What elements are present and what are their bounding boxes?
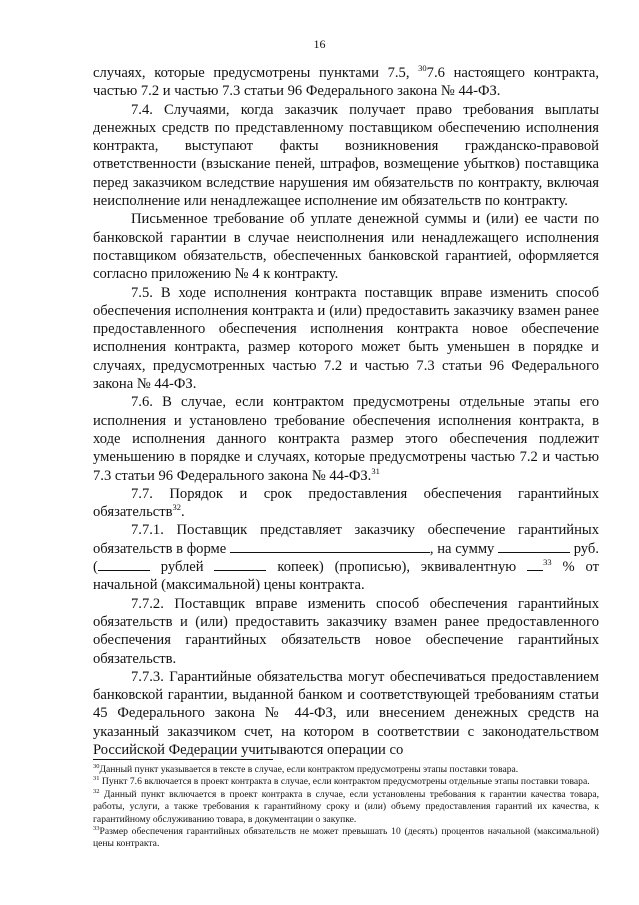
paragraph-text: 7.7.1. Поставщик представляет заказчику обеспечение гарантийных обязательств в форме	[93, 522, 599, 557]
paragraph-text: % от начальной (максимальной) цены контракта.	[93, 559, 599, 594]
footnote-ref-30: 30	[418, 63, 427, 74]
paragraph-7-5: 7.5. В ходе исполнения контракта поставщик вправе изменить способ обеспечения исполнения контракта и (или) предоставить заказчику взамен ранее предоставленного обеспечения исполнения контракта новое обеспечение исполнения контракта, размер которого может быть уменьшен в порядке и случаях, предусмотренных частью 7.2 и частью 7.3 статьи 96 Федерального закона № 44-ФЗ.	[93, 284, 599, 393]
page-number: 16	[313, 37, 326, 51]
rubles-blank-field	[98, 558, 150, 571]
footnote-number: 31	[93, 775, 100, 783]
paragraph-text: рублей	[160, 559, 204, 576]
paragraph-text: случаях, которые предусмотрены пунктами 7.5,	[93, 65, 419, 81]
paragraph-text: .	[180, 504, 185, 521]
paragraph-written-demand: Письменное требование об уплате денежной суммы и (или) ее части по банковской гарантии в случае неисполнения или ненадлежащего исполнения поставщиком обязательств, обеспеченных банковской гарантией, оформляется согласно приложению № 4 к контракту.	[93, 211, 599, 283]
paragraph-text: 7.6 настоящего контракта, частью 7.2 и частью 7.3 статьи 96 Федерального закона № 44-ФЗ.	[93, 65, 599, 100]
amount-blank-field	[498, 540, 570, 553]
paragraph-text: копеек) (прописью), эквивалентную	[277, 559, 517, 576]
form-blank-field	[230, 540, 430, 553]
footnote-number: 30	[93, 762, 100, 770]
footnote-number: 33	[93, 824, 100, 832]
paragraph-text: , на сумму	[429, 540, 495, 557]
footnotes	[93, 764, 599, 851]
paragraph-text: 7.6. В случае, если контрактом предусмотрены отдельные этапы его исполнения и установлено требование обеспечения исполнения контракта, в ходе исполнения данного контракта размер этого обеспечения подлежит уменьшению в порядке и случаях, которые предусмотрены частью 7.2 и частью 7.3 статьи 96 Федерального закона № 44-ФЗ.	[93, 394, 599, 484]
paragraph-7-7-3: 7.7.3. Гарантийные обязательства могут обеспечиваться предоставлением банковской гарантии, выданной банком и соответствующей требованиям статьи 45 Федерального закона № 44-ФЗ, или внесением денежных средств на указанный заказчиком счет, на котором в соответствии с законодательством Российской Федерации учитываются операции со	[93, 668, 599, 758]
footnote-divider	[93, 759, 273, 760]
footnote-33	[93, 826, 599, 851]
footnote-31	[93, 776, 599, 788]
footnote-30	[93, 764, 599, 776]
paragraph-7-4: 7.4. Случаями, когда заказчик получает право требования выплаты денежных средств по представленному поставщиком обеспечению исполнения контракта, выступают факты возникновения гражданско-правовой ответственности (взыскание пеней, штрафов, возмещение убытков) поставщика перед заказчиком вследствие нарушения им обязательств по контракту, включая неисполнение или ненадлежащее исполнение им обязательств по контракту.	[93, 101, 599, 210]
paragraph-text: 7.7. Порядок и срок предоставления обеспечения гарантийных обязательств	[93, 485, 599, 521]
footnote-32	[93, 789, 599, 826]
kopecks-blank-field	[214, 558, 266, 571]
paragraph-7-3-continuation	[93, 64, 599, 101]
paragraph-7-7-1	[93, 521, 599, 594]
footnote-ref-31: 31	[371, 465, 380, 476]
paragraph-7-7-2: 7.7.2. Поставщик вправе изменить способ обеспечения гарантийных обязательств и (или) предоставить заказчику взамен ранее предоставленного обеспечения гарантийных обязательств новое обеспечение гарантийных обязательств.	[93, 595, 599, 667]
document-body	[93, 64, 599, 759]
paragraph-7-6	[93, 393, 599, 484]
percent-blank-field	[527, 558, 543, 571]
footnote-ref-32: 32	[172, 502, 181, 513]
footnote-text: Размер обеспечения гарантийных обязательств не может превышать 10 (десять) процентов начальной (максимальной) цены контракта.	[93, 826, 599, 850]
footnote-number: 32	[93, 787, 100, 795]
footnote-text: Пункт 7.6 включается в проект контракта в случае, если контрактом предусмотрены отдельные этапы поставки товара.	[99, 776, 590, 788]
paragraph-7-7	[93, 485, 599, 522]
footnote-text: Данный пункт включается в проект контракта в случае, если установлены требования к гарантии качества товара, работы, услуги, а также требования к гарантийному сроку и (или) объему предоставления гарантий их качества, к гарантийному обслуживанию товара, в документации о закупке.	[93, 788, 599, 825]
footnote-text: Данный пункт указывается в тексте в случае, если контрактом предусмотрены этапы поставки товара.	[99, 764, 519, 775]
paragraph-text: руб. (	[93, 540, 599, 576]
footnote-ref-33: 33	[543, 557, 552, 568]
